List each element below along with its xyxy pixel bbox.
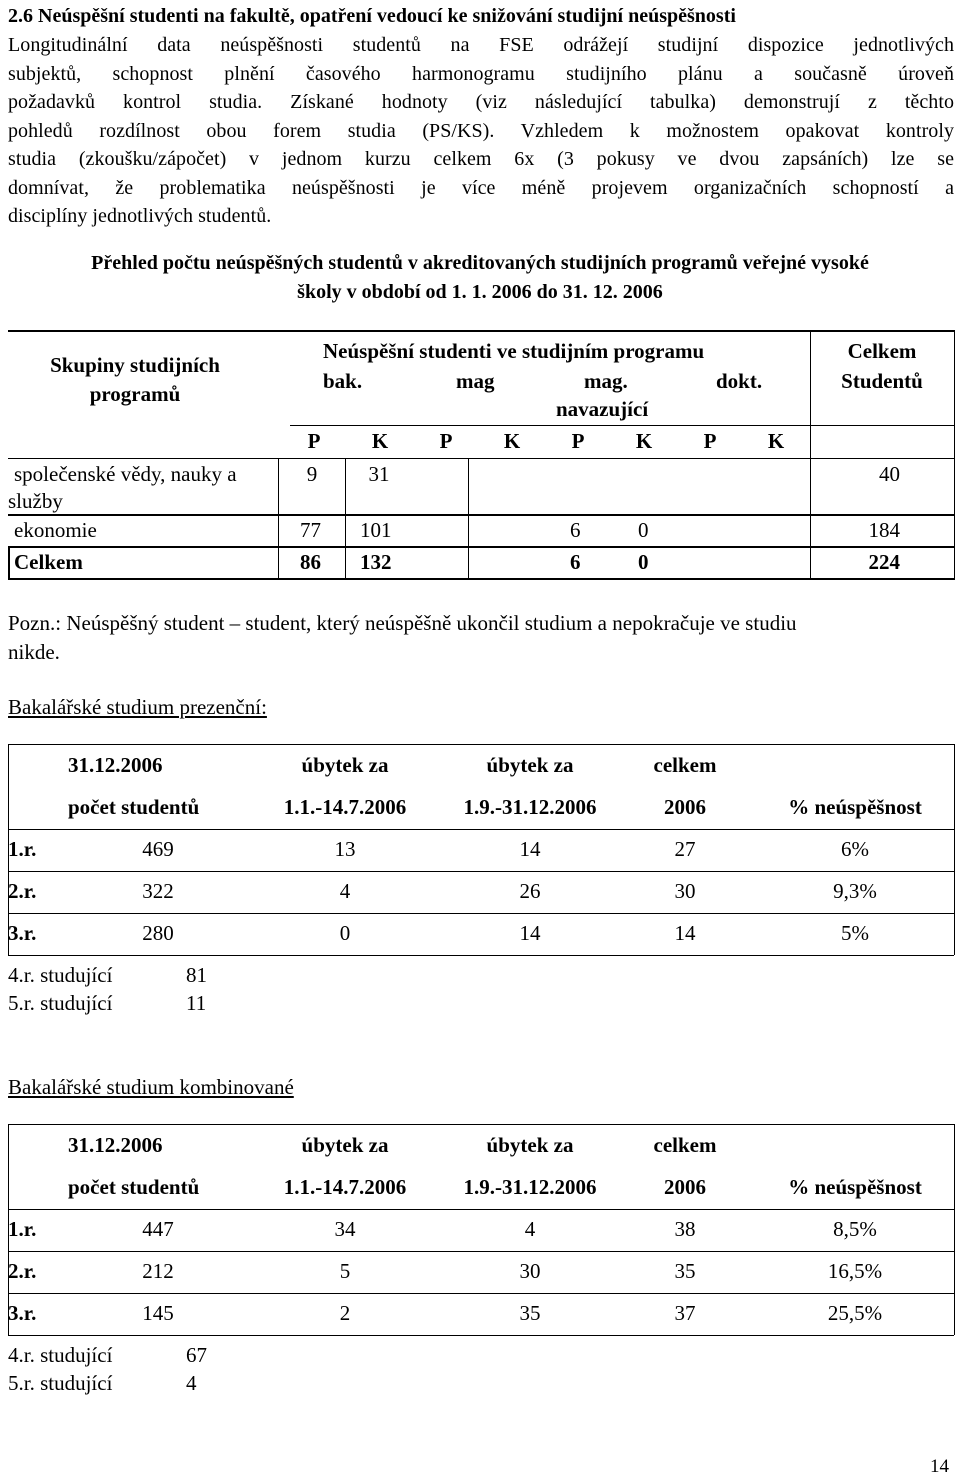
note-prefix: Pozn.: [8, 611, 56, 635]
note-line-2: nikde.: [8, 640, 60, 664]
note-text: : Neúspěšný student – student, který neúspěšně ukončil studium a nepokračuje ve studiu: [55, 611, 797, 635]
extra-row-label: 4.r. studující: [8, 963, 113, 987]
header-year: 2006: [664, 1175, 706, 1199]
table-cell: 5: [339, 1259, 351, 1283]
header-celkem: celkem: [653, 753, 717, 777]
header-celkem: celkem: [653, 1133, 717, 1157]
table-row-label: 3.r.: [8, 921, 37, 945]
pk-label: K: [503, 429, 521, 453]
table-row-label: ekonomie: [14, 518, 97, 542]
table-row-label: Celkem: [14, 550, 83, 574]
table-cell: 322: [142, 879, 174, 903]
pk-label: K: [635, 429, 653, 453]
header-period-1: 1.1.-14.7.2006: [283, 795, 407, 819]
section-title-kombinovane: Bakalářské studium kombinované: [8, 1075, 294, 1099]
table-cell: 447: [142, 1217, 174, 1241]
table-cell: 14: [519, 837, 541, 861]
paragraph-line: pohledů rozdílnost obou forem studia (PS/KS). Vzhledem k možnostem opakovat kontroly: [8, 119, 954, 142]
table-cell: 4: [339, 879, 351, 903]
header-period-1: 1.1.-14.7.2006: [283, 1175, 407, 1199]
cell-total: 184: [868, 518, 900, 542]
cell-bak-k: 101: [360, 518, 392, 542]
table-cell: 34: [334, 1217, 356, 1241]
col-mag-nav-line-2: navazující: [556, 397, 649, 421]
table-row-label: 2.r.: [8, 1259, 37, 1283]
group-header: Skupiny studijních: [50, 353, 220, 377]
intro-paragraph: [8, 31, 954, 231]
cell-nav-p: 6: [570, 550, 581, 574]
overview-title-line-2: školy v období od 1. 1. 2006 do 31. 12. 2006: [297, 281, 663, 303]
table-cell: 14: [674, 921, 696, 945]
cell-bak-p: 77: [300, 518, 321, 542]
paragraph-line: subjektů, schopnost plnění časového harmonogramu studijního plánu a současně úroveň: [8, 62, 954, 85]
note: [8, 610, 797, 636]
cell-bak-p: 86: [300, 550, 321, 574]
table-cell: 0: [339, 921, 351, 945]
col-dokt: dokt.: [716, 369, 763, 393]
header-pocet: počet studentů: [68, 1175, 200, 1199]
col-bak: bak.: [323, 369, 363, 393]
extra-row-label: 4.r. studující: [8, 1343, 113, 1367]
table-cell: 35: [674, 1259, 696, 1283]
paragraph-line: studia (zkoušku/zápočet) v jednom kurzu celkem 6x (3 pokusy ve dvou zapsáních) lze se: [8, 148, 954, 170]
table-cell: 4: [524, 1217, 536, 1241]
page-number: 14: [930, 1456, 949, 1477]
table-cell: 145: [142, 1301, 174, 1325]
header-period-2: 1.9.-31.12.2006: [463, 1175, 597, 1199]
col-mag: mag: [456, 369, 495, 393]
pk-label: P: [307, 429, 321, 453]
section-title-prezencni: Bakalářské studium prezenční:: [8, 695, 267, 719]
extra-row-value: 67: [186, 1343, 207, 1367]
table-cell: 469: [142, 837, 174, 861]
cell-nav-k: 0: [638, 550, 649, 574]
header-ubytek-2: úbytek za: [486, 753, 574, 777]
total-header-line-2: Studentů: [841, 369, 923, 393]
table-cell: 38: [674, 1217, 696, 1241]
cell-nav-k: 0: [638, 518, 649, 542]
cell-total: 40: [879, 462, 900, 486]
header-ubytek-2: úbytek za: [486, 1133, 574, 1157]
header-year: 2006: [664, 795, 706, 819]
header-pct: % neúspěšnost: [788, 795, 922, 819]
table-cell: 30: [519, 1259, 541, 1283]
table-cell: 212: [142, 1259, 174, 1283]
table-row-label: 1.r.: [8, 1217, 37, 1241]
header-date: 31.12.2006: [68, 1133, 163, 1157]
pk-label: K: [371, 429, 389, 453]
table-cell: 5%: [841, 921, 869, 945]
overview-title: Přehled počtu neúspěšných studentů v akreditovaných studijních programů veřejné vysoké: [91, 252, 869, 274]
col-mag-nav: mag.: [584, 369, 628, 393]
pk-label: P: [571, 429, 585, 453]
table-cell: 26: [519, 879, 541, 903]
table-cell: 25,5%: [827, 1301, 883, 1325]
total-header: Celkem: [847, 339, 917, 363]
pk-label: P: [703, 429, 717, 453]
header-ubytek-1: úbytek za: [301, 753, 389, 777]
table-row-label: společenské vědy, nauky a: [14, 462, 237, 486]
cell-total: 224: [868, 550, 900, 574]
table-cell: 8,5%: [833, 1217, 877, 1241]
cell-bak-k: 31: [368, 462, 390, 486]
section-heading: 2.6 Neúspěšní studenti na fakultě, opatření vedoucí ke snižování studijní neúspěšnosti: [8, 5, 736, 27]
extra-row-value: 4: [186, 1371, 197, 1395]
paragraph-line: domnívat, že problematika neúspěšnosti je více méně projevem organizačních schopností a: [8, 176, 954, 199]
table-cell: 30: [674, 879, 696, 903]
table-row-label: 3.r.: [8, 1301, 37, 1325]
group-header-line-2: programů: [89, 382, 181, 406]
table-cell: 9,3%: [833, 879, 877, 903]
header-ubytek-1: úbytek za: [301, 1133, 389, 1157]
unsuccessful-header: Neúspěšní studenti ve studijním programu: [323, 339, 705, 363]
extra-row-label: 5.r. studující: [8, 1371, 113, 1395]
table-row-label: 2.r.: [8, 879, 37, 903]
table-cell: 6%: [841, 837, 869, 861]
table-cell: 35: [519, 1301, 541, 1325]
cell-bak-k: 132: [360, 550, 392, 574]
header-pct: % neúspěšnost: [788, 1175, 922, 1199]
table-cell: 13: [334, 837, 356, 861]
table-cell: 2: [339, 1301, 351, 1325]
header-date: 31.12.2006: [68, 753, 163, 777]
table-cell: 37: [674, 1301, 696, 1325]
table-cell: 16,5%: [827, 1259, 883, 1283]
pk-label: P: [439, 429, 453, 453]
paragraph-line: požadavků kontrol studia. Získané hodnoty (viz následující tabulka) demonstrují z těchto: [8, 91, 954, 113]
extra-row-label: 5.r. studující: [8, 991, 113, 1015]
cell-nav-p: 6: [570, 518, 581, 542]
table-row-label: 1.r.: [8, 837, 37, 861]
pk-label: K: [767, 429, 785, 453]
header-pocet: počet studentů: [68, 795, 200, 819]
paragraph-line: Longitudinální data neúspěšnosti studentů na FSE odrážejí studijní dispozice jednotlivých: [8, 34, 954, 56]
table-cell: 27: [674, 837, 696, 861]
header-period-2: 1.9.-31.12.2006: [463, 795, 597, 819]
paragraph-line: disciplíny jednotlivých studentů.: [8, 205, 272, 227]
table-row-label-line-2: služby: [8, 489, 63, 513]
cell-bak-p: 9: [306, 462, 318, 486]
extra-row-value: 81: [186, 963, 207, 987]
table-cell: 280: [142, 921, 174, 945]
extra-row-value: 11: [186, 991, 207, 1015]
table-cell: 14: [519, 921, 541, 945]
